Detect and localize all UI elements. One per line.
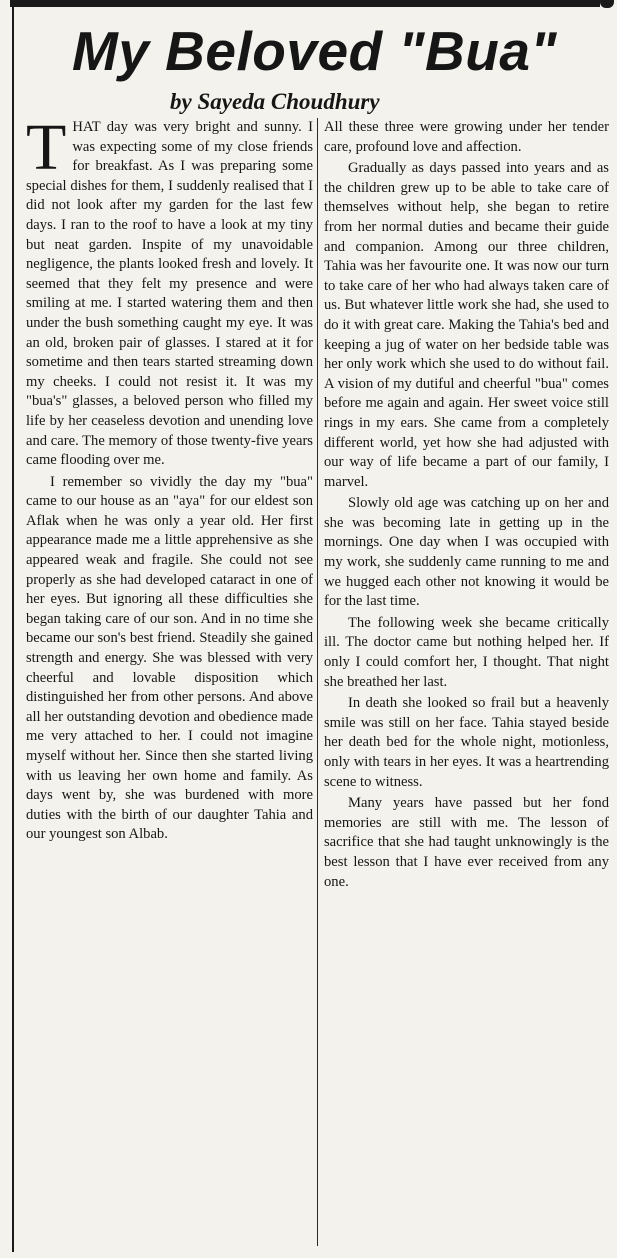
article-headline: My Beloved "Bua" — [72, 20, 557, 82]
article-byline: by Sayeda Choudhury — [170, 89, 380, 114]
top-border-rule-end — [600, 0, 614, 8]
left-border-rule — [12, 0, 14, 1252]
paragraph: Many years have passed but her fond memories are still with me. The lesson of sacrifice that she had taught unknowingly is the best lesson that I have ever received from any one. — [324, 795, 609, 890]
drop-cap: T — [26, 111, 67, 184]
paragraph: The following week she became critically ill. The doctor came but nothing helped her. If only I could comfort her, I thought. That night she breathed her last. — [324, 614, 609, 690]
paragraph: I remember so vividly the day my "bua" came to our house as an "aya" for our eldest son Aflak when he was only a year old. Her first appearance made me a little apprehensive as she appeared weak and fragile. She could not see properly as she had developed cataract in one of her eyes. But ignoring all these difficulties she began taking care of our son. And in no time she became our son's best friend. Steadily she gained strength and energy. She was blessed with very cheerful and lovable disposition which distinguished her from other persons. And above all her outstanding devotion and obedience made me very attached to her. I could not imagine myself without her. Since then she started living with us leaving her own home and family. As days went by, she was burdened with more duties with the birth of our daughter Tahia and our youngest son Albab. — [26, 473, 313, 843]
column-divider — [317, 118, 318, 1246]
paragraph: Slowly old age was catching up on her and she was becoming late in getting up in the mornings. One day when I was occupied with my work, she suddenly came running to me and we hugged each other not knowing it would be for the last time. — [324, 495, 609, 610]
article-column-1 — [26, 111, 313, 1248]
top-border-rule — [10, 0, 600, 7]
paragraph: Gradually as days passed into years and as the children grew up to be able to take care of themselves without help, she began to retire from her normal duties and became their guide and companion. Among our three children, Tahia was her favourite one. It was now our turn to take care of her who had always taken care of us. But whatever little work she had, she used to do it with great care. Making the Tahia's bed and keeping a jug of water on her bedside table was her only work which she used to do without fail. A vision of my dutiful and cheerful "bua" comes before me again and again. Her sweet voice still rings in my ears. She came from a completely different world, yet how she had adjusted with our way of life became a part of our family, I marvel. — [324, 160, 609, 490]
paragraph: In death she looked so frail but a heavenly smile was still on her face. Tahia stayed beside her death bed for the whole night, motionless, only with tears in her eyes. It was a heartrending scene to witness. — [324, 695, 609, 790]
paragraph: All these three were growing under her tender care, profound love and affection. — [324, 119, 609, 155]
paragraph — [26, 111, 313, 471]
article-column-2 — [324, 118, 609, 1248]
paragraph-text: HAT day was very bright and sunny. I was expecting some of my close friends for breakfast. As I was preparing some special dishes for them, I suddenly realised that I did not look after my garden for the last few days. I ran to the roof to have a look at my tiny but neat garden. Inspite of my unavoidable negligence, the plants looked fresh and lovely. It seemed that they felt my presence and were smiling at me. I started watering them and then under the bush something caught my eye. It was an old, broken pair of glasses. I stared at it for sometime and then tears started streaming down my cheeks. I could not resist it. It was my "bua's" glasses, a beloved person who filled my life by her ceaseless devotion and unending love and care. The memory of those twenty-five years came flooding over me. — [26, 119, 313, 469]
